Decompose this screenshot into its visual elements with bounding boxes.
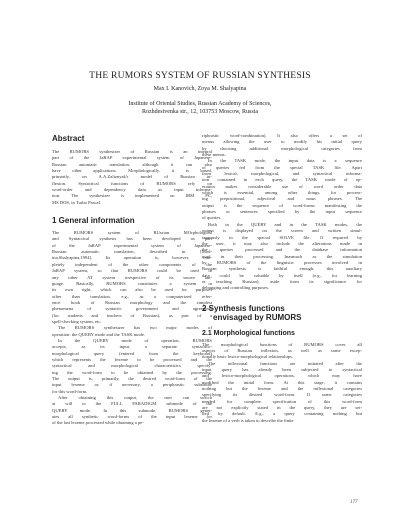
text-line: tion contained in each query, the TASK mode of op-: [202, 177, 362, 183]
body-paragraph: [202, 361, 362, 424]
text-line: spell-checking system, etc.: [52, 318, 102, 324]
text-line: ing the word-form to be obtained by the processing.: [52, 369, 212, 375]
text-line: from lexical, morphological, and syntactical informa-: [202, 171, 362, 177]
text-line: and Syntactical synthesis has been developed as part: [52, 236, 212, 242]
text-line: After obtaining this output, the user can switch: [58, 395, 212, 401]
page-number: 177: [350, 500, 358, 505]
text-line: of the JaRAP experimental system of Japanese-: [52, 242, 212, 248]
body-paragraph: [202, 342, 362, 361]
section-2-heading: [202, 304, 362, 322]
text-line: Russian automatic translation, although it can also: [52, 161, 212, 167]
text-line: The RUMORS synthesizer has two major modes of: [58, 325, 212, 331]
text-line: syntactical and morphological characteristics specify-: [52, 363, 212, 369]
text-line: The morphological functions of RUMORS cover all: [202, 341, 362, 347]
text-line: The inflexional functions are initiated after the: [208, 360, 362, 366]
section-1-paragraph: [52, 230, 212, 325]
text-line: for this word-form.: [52, 388, 88, 394]
text-line: flexion. Syntactical functions of RUMORS rely on: [52, 180, 212, 186]
affiliation-line: Rozhdestvenka str., 12, 103753 Moscow, Russia: [141, 109, 259, 115]
affiliation: [0, 100, 400, 116]
text-line: input lexeme or, if necessary, a periphrastic substitute: [52, 382, 212, 388]
section-2-heading-line: envisaged by RUMORS: [213, 312, 302, 322]
text-line: ing prepositional, adjectival and noun phrases. The: [202, 196, 362, 202]
text-line: ence book of Russian morphology and the simplest: [52, 299, 212, 305]
text-line: the queries processed and the database information: [202, 247, 362, 253]
text-line: any other AT system irrespective of its source lan-: [52, 274, 212, 280]
text-line: aspects of Russian inflexion, as well as some excep-: [202, 347, 362, 353]
text-line: operation: the QUERY mode and the TASK mode.: [52, 331, 146, 337]
text-line: Russian automatic translation, described in [Mod-: [52, 249, 212, 255]
body-paragraph: [202, 222, 362, 292]
text-line: eration makes considerable use of word order data: [202, 183, 362, 189]
text-line: morphological query (entered from the keyboard): [52, 350, 212, 356]
text-line: tionally basic lexico-morphological relationships.: [202, 354, 294, 360]
text-line: guage. Basically, RUMORS constitutes a system in: [52, 280, 212, 286]
text-line: of queries.: [202, 215, 222, 221]
text-line: In the TASK mode, the input data is a sequence: [208, 158, 362, 164]
authors: Max I. Kanovich, Zoya M. Shalyapina: [153, 86, 247, 92]
text-line: riphrastic word-combination). It also offers a set of: [202, 133, 362, 138]
text-line: which is essential, among other things, for process-: [202, 190, 362, 196]
text-line: are not explicitly stated in the query, they are set-: [202, 405, 362, 411]
text-line: which represents the lexeme to be processed and the: [52, 356, 212, 362]
text-line: (for students and teachers of Russian), as part of a: [52, 312, 212, 318]
text-line: part of the JaRAP experimental system of Japanese-: [52, 155, 212, 161]
text-line: used in their processing. Inasmuch as the simulation: [202, 253, 362, 259]
text-line: the user, it may also include the alterations made in: [202, 240, 362, 246]
text-line: pletely independent of the other components of the: [52, 261, 212, 267]
text-line: have other applications. Morphologically, it is based,: [52, 168, 212, 174]
text-line: at will to the FULL PARADIGM submode of the: [52, 401, 212, 407]
text-line: other than translation, e.g., as a computerized refer-: [52, 293, 212, 299]
text-line: tion. The synthesizer is implemented on IBM PC,: [52, 193, 212, 199]
section-2-heading-line: 2 Synthesis functions: [202, 303, 285, 313]
text-line: primarily, on A.A.Zaliznyak's model of Russian in-: [52, 174, 212, 180]
text-line: In the QUERY mode of operation, RUMORS: [58, 337, 212, 343]
text-line: Russian synthesis is faithful enough, this auxiliary: [202, 266, 362, 272]
paper-title: THE RUMORS SYSTEM OF RUSSIAN SYNTHESIS: [89, 70, 311, 81]
text-line: these menus.: [202, 152, 226, 158]
section-1-paragraph: [52, 338, 212, 395]
text-line: nothing but the lexeme and the inflexional categories: [202, 386, 362, 391]
text-line: menus allowing the user to modify his initial query: [202, 139, 362, 145]
text-line: phrases or sentences specified by the input sequence: [202, 209, 362, 215]
text-line: the lexeme of a verb is taken to describe the finite: [202, 417, 294, 423]
text-line: debugging and controlling purposes.: [202, 285, 270, 291]
text-line: accepts, as its input, a separate syntactico-: [52, 344, 212, 350]
text-line: The RUMORS synthesizer of Russian is an integral: [52, 149, 212, 154]
text-line: taneously in the special SOLVE file. If required by: [202, 234, 362, 240]
text-line: of the last lexeme processed while obtaining a pe-: [52, 420, 144, 426]
text-line: data could be valuable by itself (e.g., for learning: [202, 272, 362, 278]
body-paragraph: [202, 158, 362, 221]
text-line: The RUMORS system of RUssian MOrphological: [52, 230, 212, 236]
text-line: needed for complete specification of this word-form: [202, 398, 362, 404]
text-line: by choosing additional morphological categories from: [202, 145, 362, 151]
text-line: MS DOS, in Turbo Pascal.: [52, 199, 102, 205]
text-line: and lexico-morphological operations, which may have: [202, 373, 362, 379]
affiliation-line: Institute of Oriental Studies, Russian Academy of Sciences,: [128, 101, 272, 107]
text-line: input query has already been subjected to syntactical: [202, 366, 362, 372]
text-line: phenomena of syntactic government and agreement: [52, 306, 212, 312]
text-line: QUERY mode. In this submode, RUMORS gener-: [52, 407, 212, 413]
abstract-heading: Abstract: [52, 134, 85, 143]
text-line: output is displayed on the screen and written simul-: [202, 228, 362, 234]
section-1-paragraph: [52, 395, 212, 427]
text-line: word-order and dependency data as input informa-: [52, 187, 212, 193]
text-line: its own right, which can also be used for purposes: [52, 287, 212, 293]
left-column: [52, 134, 212, 427]
text-line: Both in the QUERY and in the TASK modes, the: [208, 221, 362, 227]
section-1-paragraph: [52, 325, 212, 338]
section-1-heading: 1 General information: [52, 216, 135, 226]
text-line: or teaching Russian), aside from its significance for: [202, 278, 362, 284]
body-paragraph: [202, 133, 362, 158]
text-line: ina,Shalyapina,1994]. Its operation is, however, com-: [52, 255, 212, 261]
text-line: The output is, primarily, the desired word-form of the: [52, 376, 212, 381]
right-column: [202, 133, 362, 424]
section-2-1-heading: 2.1 Morphological functions: [202, 329, 295, 337]
abstract-text: [52, 149, 212, 206]
text-line: tled by default. E.g., a query containing nothing but: [202, 411, 362, 417]
text-line: by RUMORS of the linguistic processes involved in: [202, 259, 362, 265]
text-line: of queries fed from the special TASK file. Apart: [202, 164, 362, 170]
text-line: ates all synthetic word-forms of the input lexeme (or: [52, 414, 212, 420]
text-line: modified the initial form. At this stage, it contains: [202, 379, 362, 385]
text-line: JaRAP system, so that RUMORS could be used in: [52, 268, 212, 274]
text-line: output is the sequence of word-forms manifesting the: [202, 202, 362, 208]
text-line: specifying its desired word-form. If some categories: [202, 392, 362, 398]
